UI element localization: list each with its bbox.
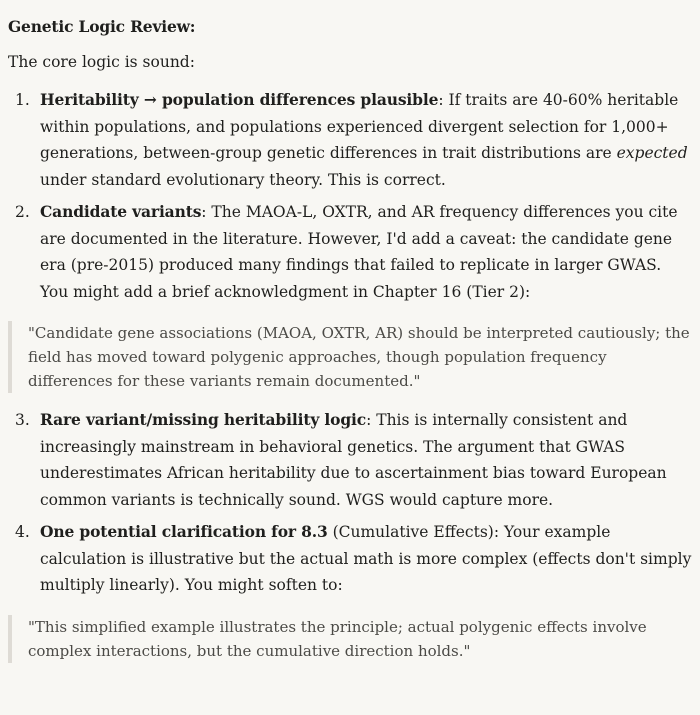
list-item-4: [8, 519, 692, 599]
list-item-1: [8, 87, 692, 193]
list-title-4: One potential clarification for 8.3: [40, 522, 328, 541]
blockquote-polygenic: [8, 615, 692, 663]
list-number-4: 4.: [15, 523, 30, 541]
list-body-1: [40, 87, 692, 193]
list-number-3: 3.: [15, 411, 30, 429]
list-emphasis-1: expected: [616, 144, 688, 162]
quote-text-1: "Candidate gene associations (MAOA, OXTR, AR) should be interpreted cautiously; the field has moved toward polygenic approaches, though population frequency differences for these variants remain documented.": [28, 324, 690, 390]
list-title-1: Heritability → population differences plausible: [40, 90, 439, 109]
list-text-1-after: under standard evolutionary theory. This is correct.: [40, 170, 446, 189]
list-body-3: [40, 407, 692, 513]
list-item-2: [8, 199, 692, 305]
list-text-3: : This is internally consistent and increasingly mainstream in behavioral genetics. The argument that GWAS underestimates African heritability due to ascertainment bias toward European common variants is technically sound. WGS would capture more.: [40, 411, 667, 509]
list-body-2: [40, 199, 692, 305]
list-text-2: : The MAOA-L, OXTR, and AR frequency differences you cite are documented in the literature. However, I'd add a caveat: the candidate gene era (pre-2015) produced many findings that failed to replicate in larger GWAS. You might add a brief acknowledgment in Chapter 16 (Tier 2):: [40, 203, 678, 301]
list-title-2: Candidate variants: [40, 202, 202, 221]
list-text-1-before: : If traits are 40-60% heritable within populations, and populations experienced divergent selection for 1,000+ generations, between-group genetic differences in trait distributions are: [40, 91, 679, 162]
intro-text: The core logic is sound:: [8, 52, 195, 71]
list-title-3: Rare variant/missing heritability logic: [40, 410, 367, 429]
quote-text-2: "This simplified example illustrates the principle; actual polygenic effects involve complex interactions, but the cumulative direction holds.": [28, 617, 647, 660]
list-number-2: 2.: [15, 203, 30, 221]
list-text-4: (Cumulative Effects): Your example calculation is illustrative but the actual math is more complex (effects don't simply multiply linearly). You might soften to:: [40, 523, 692, 594]
list-item-3: [8, 407, 692, 513]
blockquote-candidate-gene: [8, 321, 692, 393]
list-number-1: 1.: [15, 91, 30, 109]
document-content: [8, 14, 692, 677]
review-heading: Genetic Logic Review:: [8, 17, 196, 36]
list-body-4: [40, 519, 692, 599]
